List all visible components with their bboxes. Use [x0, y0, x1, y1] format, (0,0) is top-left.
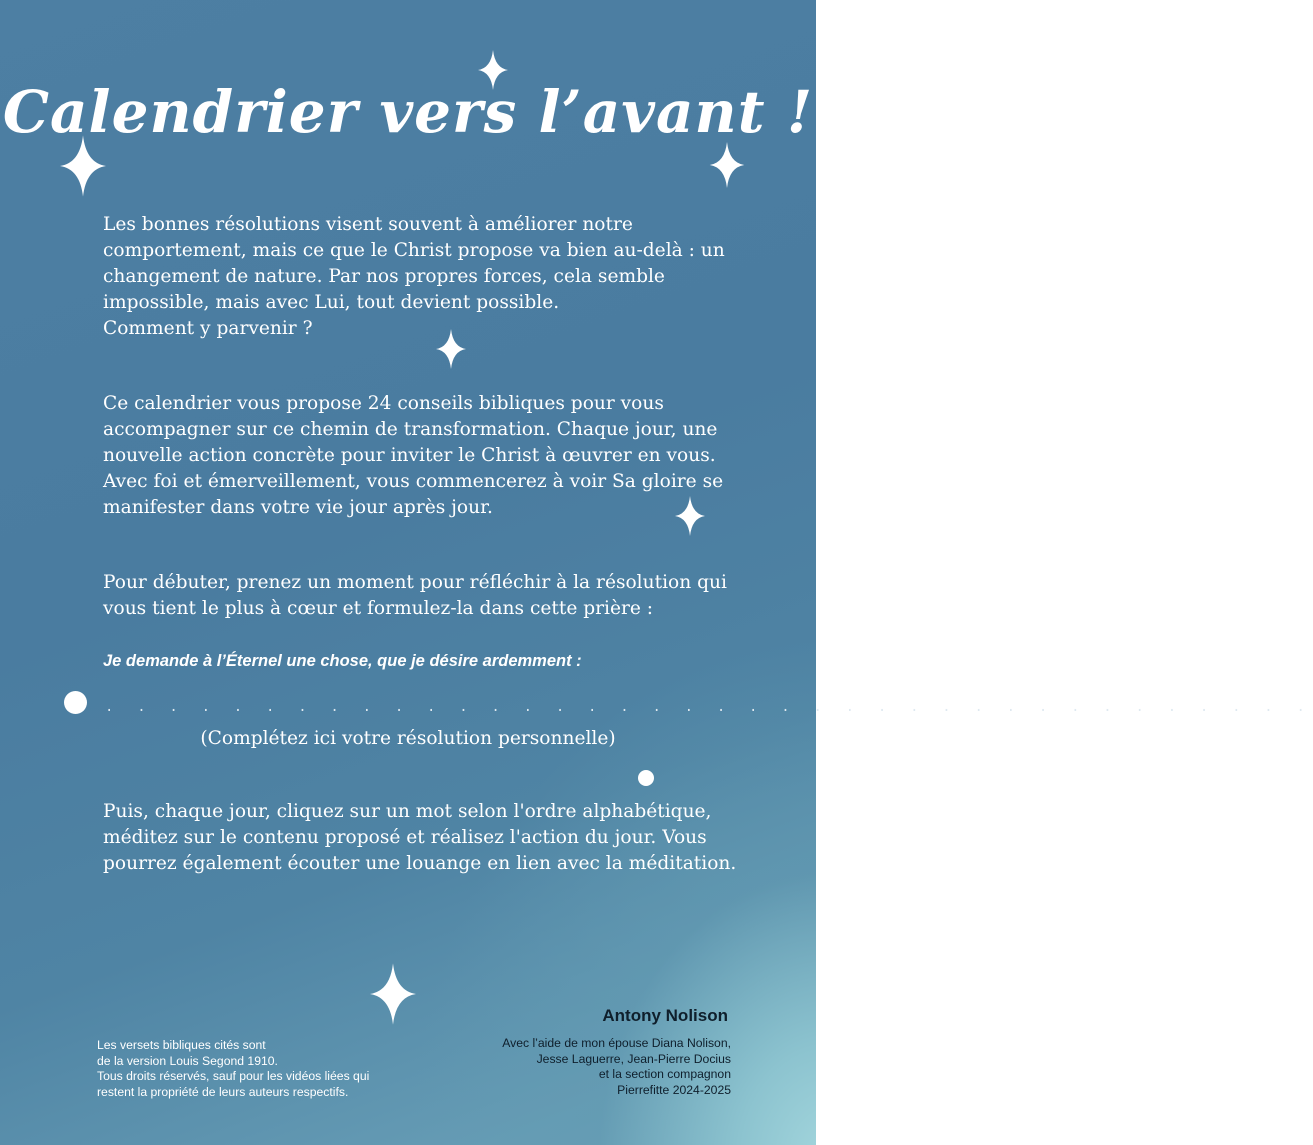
sparkle-star-icon: [708, 142, 746, 188]
copyright-note: [97, 1038, 369, 1100]
daily-paragraph: [103, 799, 743, 877]
sparkle-star-icon: [370, 962, 416, 1026]
copyright-line: Les versets bibliques cités sont: [97, 1038, 266, 1052]
credits: [502, 1036, 731, 1098]
intro-line: Comment y parvenir ?: [103, 318, 313, 339]
intro-line: Les bonnes résolutions visent souvent à améliorer notre: [103, 214, 633, 235]
prayer-text: Je demande à l’Éternel une chose, que je désire ardemment :: [103, 652, 582, 670]
daily-line: Puis, chaque jour, cliquez sur un mot selon l'ordre alphabétique,: [103, 801, 712, 822]
credits-line: et la section compagnon: [598, 1067, 731, 1081]
copyright-line: de la version Louis Segond 1910.: [97, 1053, 278, 1068]
daily-line: pourrez également écouter une louange en lien avec la méditation.: [103, 853, 737, 874]
calendar-line: Avec foi et émerveillement, vous commencerez à voir Sa gloire se: [103, 471, 724, 492]
intro-line: impossible, mais avec Lui, tout devient possible.: [103, 292, 560, 313]
intro-paragraph: [103, 212, 743, 342]
daily-line: méditez sur le contenu proposé et réalisez l'action du jour. Vous: [103, 827, 707, 848]
page-title: Calendrier vers l’avant !: [2, 78, 814, 146]
intro-line: comportement, mais ce que le Christ propose va bien au-delà : un: [103, 240, 725, 261]
start-line: vous tient le plus à cœur et formulez-la dans cette prière :: [103, 598, 654, 619]
start-paragraph: [103, 570, 743, 622]
calendar-line: manifester dans votre vie jour après jour.: [103, 497, 493, 518]
resolution-dotted-line: . . . . . . . . . . . . . . . . . . . . . . . . . . . . . . . . . . . . . .: [105, 700, 1313, 716]
calendar-line: nouvelle action concrète pour inviter le Christ à œuvrer en vous.: [103, 445, 716, 466]
calendar-line: Ce calendrier vous propose 24 conseils bibliques pour vous: [103, 393, 664, 414]
credits-line: Jesse Laguerre, Jean-Pierre Docius: [536, 1051, 731, 1066]
calendar-paragraph: [103, 391, 743, 521]
circle-dot-icon: [64, 691, 87, 714]
start-line: Pour débuter, prenez un moment pour réfléchir à la résolution qui: [103, 572, 727, 593]
author-name: Antony Nolison: [602, 1006, 728, 1025]
completion-hint: (Complétez ici votre résolution personnelle): [200, 728, 616, 749]
circle-dot-icon: [638, 770, 654, 786]
copyright-line: restent la propriété de leurs auteurs respectifs.: [97, 1084, 349, 1099]
intro-line: changement de nature. Par nos propres forces, cela semble: [103, 266, 665, 287]
credits-line: Pierrefitte 2024-2025: [617, 1082, 731, 1097]
credits-line: Avec l’aide de mon épouse Diana Nolison,: [502, 1036, 731, 1050]
calendar-line: accompagner sur ce chemin de transformation. Chaque jour, une: [103, 419, 718, 440]
copyright-line: Tous droits réservés, sauf pour les vidéos liées qui: [97, 1069, 370, 1083]
